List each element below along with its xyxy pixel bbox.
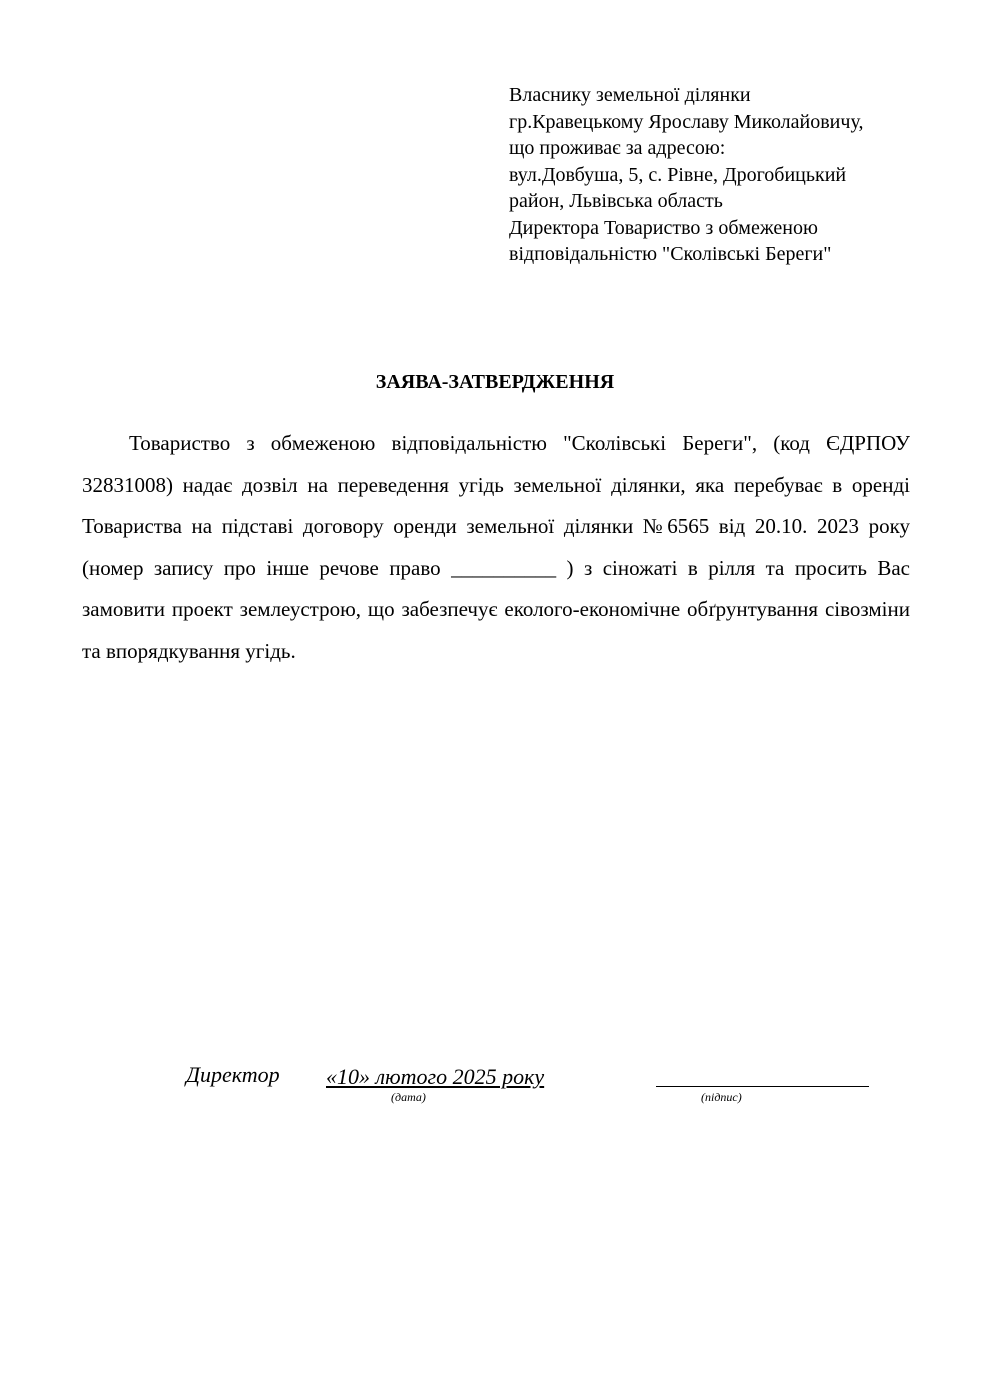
addressee-line: район, Львівська область bbox=[509, 190, 723, 212]
date-caption: (дата) bbox=[391, 1090, 426, 1104]
addressee-line: що проживає за адресою: bbox=[509, 137, 726, 159]
signature-date: «10» лютого 2025 року bbox=[326, 1064, 545, 1089]
document-body: Товариство з обмеженою відповідальністю "Сколівські Береги", (код ЄДРПОУ 32831008) надає дозвіл на переведення угідь земельної ділянки, яка перебуває в оренді Товариства на підставі договору оренди земельної ділянки №6565 від 20.10. 2023 року (номер запису про інше речове право __________ ) з сіножаті в рілля та просить Вас замовити проект землеустрою, що забезпечує еколого-економічне обґрунтування сівозміни та впорядкування угідь. bbox=[82, 431, 910, 663]
addressee-line: вул.Довбуша, 5, с. Рівне, Дрогобицький bbox=[509, 163, 847, 186]
addressee-line: Власнику земельної ділянки bbox=[509, 84, 751, 106]
signature-caption: (підпис) bbox=[701, 1090, 742, 1104]
signature-line bbox=[656, 1086, 869, 1087]
addressee-line: Директора Товариство з обмеженою bbox=[509, 216, 818, 239]
addressee-block bbox=[509, 82, 929, 268]
document-title: ЗАЯВА-ЗАТВЕРДЖЕННЯ bbox=[375, 371, 615, 393]
addressee-line: відповідальністю "Сколівські Береги" bbox=[509, 243, 832, 265]
addressee-line: гр.Кравецькому Ярославу Миколайовичу, bbox=[509, 110, 864, 133]
signatory-role: Директор bbox=[186, 1062, 280, 1087]
